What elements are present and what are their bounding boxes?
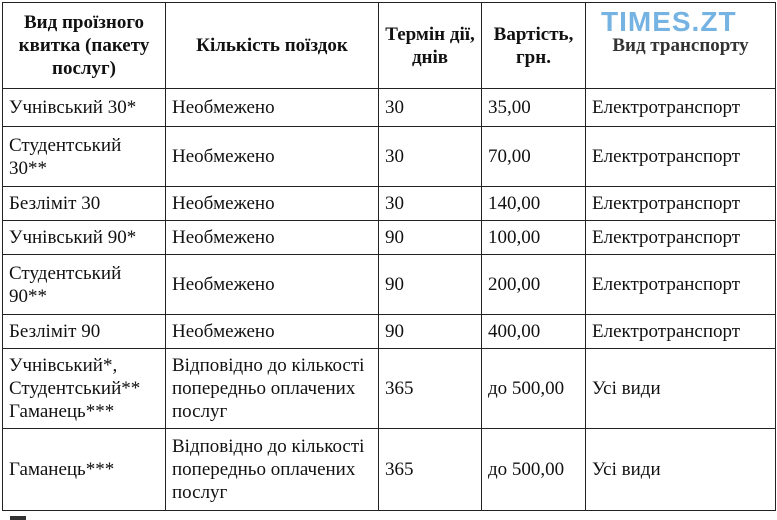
cell-validity-days: 365 xyxy=(379,349,482,429)
table-row xyxy=(3,429,776,511)
header-trips-count: Кількість поїздок xyxy=(166,3,379,89)
header-transport-type: Вид транспорту xyxy=(586,3,776,89)
header-validity-days: Термін дії, днів xyxy=(379,3,482,89)
cell-price: 400,00 xyxy=(482,315,586,349)
cell-price: 140,00 xyxy=(482,187,586,221)
table-row xyxy=(3,187,776,221)
cell-transport-type: Усі види xyxy=(586,349,776,429)
cell-ticket-type: Учнівський 30* xyxy=(3,89,166,127)
cell-trips-count: Відповідно до кількості попередньо оплачених послуг xyxy=(166,429,379,511)
cell-price: 70,00 xyxy=(482,127,586,187)
cell-trips-count: Необмежено xyxy=(166,255,379,315)
cell-trips-count: Необмежено xyxy=(166,89,379,127)
cell-validity-days: 90 xyxy=(379,315,482,349)
document-page xyxy=(2,2,775,514)
table-row xyxy=(3,89,776,127)
cell-validity-days: 90 xyxy=(379,255,482,315)
cell-trips-count: Необмежено xyxy=(166,127,379,187)
cell-validity-days: 30 xyxy=(379,187,482,221)
cell-transport-type: Електротранспорт xyxy=(586,89,776,127)
cell-price: до 500,00 xyxy=(482,429,586,511)
cell-price: до 500,00 xyxy=(482,349,586,429)
header-ticket-type: Вид проїзного квитка (пакету послуг) xyxy=(3,3,166,89)
cell-trips-count: Відповідно до кількості попередньо оплачених послуг xyxy=(166,349,379,429)
cell-ticket-type: Учнівський*, Студентський** Гаманець*** xyxy=(3,349,166,429)
cell-validity-days: 365 xyxy=(379,429,482,511)
table-row xyxy=(3,349,776,429)
cell-ticket-type: Учнівський 90* xyxy=(3,221,166,255)
cell-ticket-type: Безліміт 30 xyxy=(3,187,166,221)
cell-price: 200,00 xyxy=(482,255,586,315)
table-row xyxy=(3,255,776,315)
table-row xyxy=(3,127,776,187)
cell-transport-type: Електротранспорт xyxy=(586,221,776,255)
cell-trips-count: Необмежено xyxy=(166,221,379,255)
footnote-fragment xyxy=(2,514,42,520)
cell-ticket-type: Гаманець*** xyxy=(3,429,166,511)
cell-transport-type: Електротранспорт xyxy=(586,187,776,221)
table-row xyxy=(3,315,776,349)
cell-transport-type: Електротранспорт xyxy=(586,315,776,349)
cell-transport-type: Усі види xyxy=(586,429,776,511)
table-row xyxy=(3,221,776,255)
cell-ticket-type: Студентський 30** xyxy=(3,127,166,187)
fares-table xyxy=(2,2,776,511)
cell-transport-type: Електротранспорт xyxy=(586,127,776,187)
header-price: Вартість, грн. xyxy=(482,3,586,89)
cell-price: 100,00 xyxy=(482,221,586,255)
cell-ticket-type: Студентський 90** xyxy=(3,255,166,315)
cell-trips-count: Необмежено xyxy=(166,187,379,221)
cell-trips-count: Необмежено xyxy=(166,315,379,349)
cell-transport-type: Електротранспорт xyxy=(586,255,776,315)
cell-validity-days: 90 xyxy=(379,221,482,255)
cell-validity-days: 30 xyxy=(379,127,482,187)
cell-price: 35,00 xyxy=(482,89,586,127)
cell-validity-days: 30 xyxy=(379,89,482,127)
times-zt-watermark-logo: TIMES.ZT xyxy=(601,6,737,37)
cell-ticket-type: Безліміт 90 xyxy=(3,315,166,349)
